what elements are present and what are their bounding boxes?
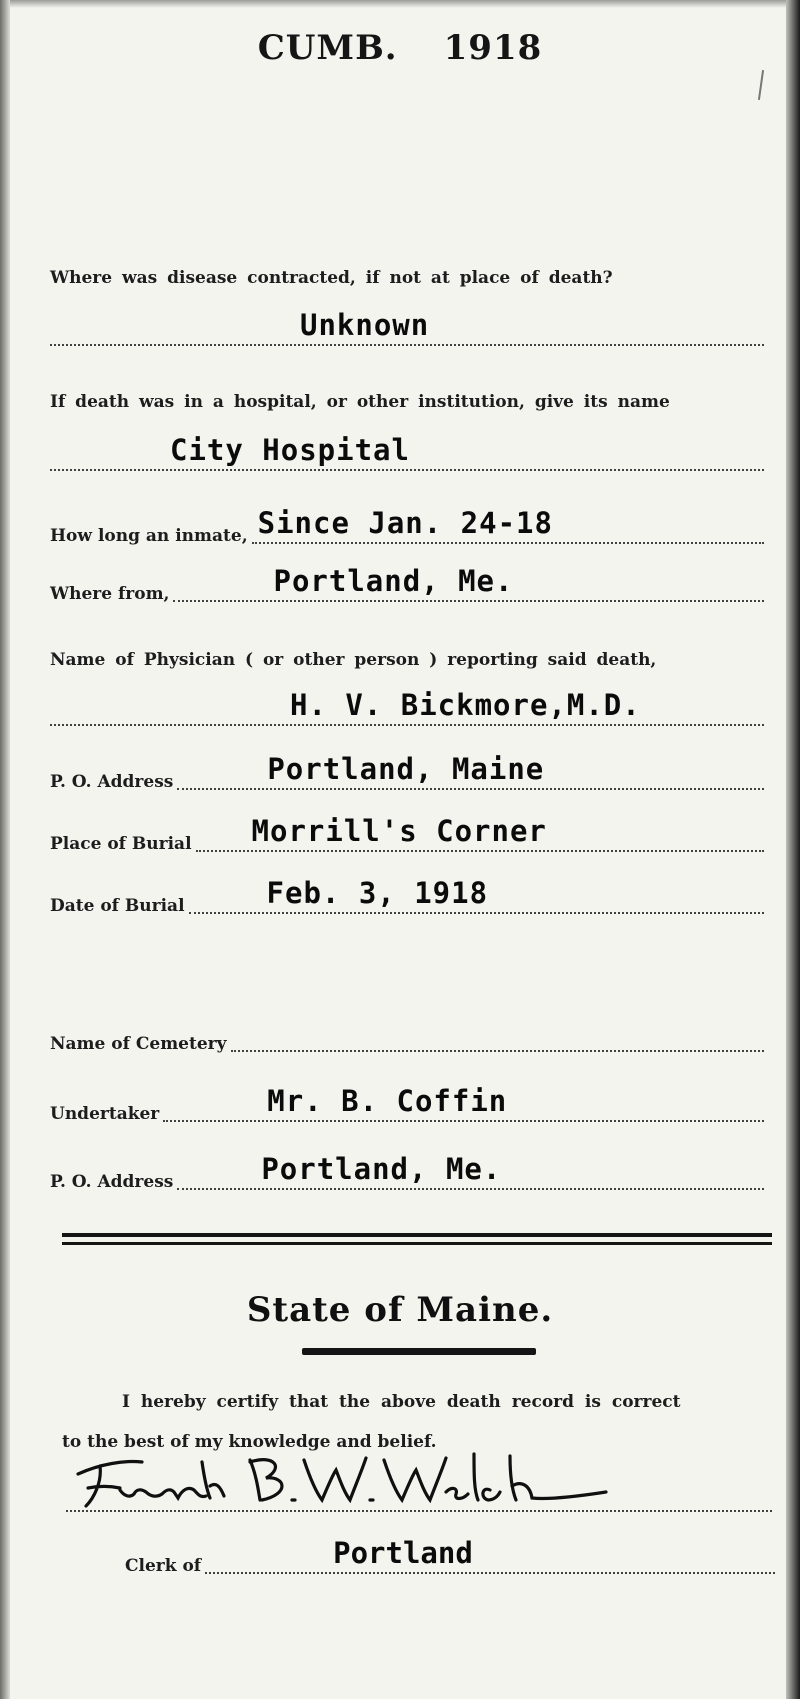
hospital-question: If death was in a hospital, or other institution, give its name: [50, 392, 670, 412]
date-of-burial-value: Feb. 3, 1918: [266, 876, 489, 910]
where-from-value: Portland, Me.: [273, 564, 514, 598]
card-header: [0, 28, 800, 68]
clerk-row: [125, 1536, 775, 1580]
clerk-label: Clerk of: [125, 1556, 202, 1576]
place-of-burial-row: [50, 814, 764, 858]
disease-value: Unknown: [300, 308, 430, 342]
physician-value: H. V. Bickmore,M.D.: [290, 688, 641, 722]
cemetery-fill: [231, 1010, 765, 1052]
where-from-label: Where from,: [50, 584, 170, 604]
po-address-fill-2: [177, 1148, 764, 1190]
place-of-burial-value: Morrill's Corner: [251, 814, 547, 848]
clerk-fill: [205, 1532, 775, 1574]
where-from-fill: [173, 560, 764, 602]
undertaker-fill: [163, 1080, 764, 1122]
paper-edge-right: [786, 0, 800, 1699]
physician-question: Name of Physician ( or other person ) reporting said death,: [50, 650, 657, 670]
undertaker-value: Mr. B. Coffin: [267, 1084, 508, 1118]
signature-line: [66, 1510, 772, 1512]
disease-fill-line: [50, 304, 764, 346]
hospital-fill-line: [50, 429, 764, 471]
paper-edge-left: [0, 0, 10, 1699]
clerk-signature: [70, 1440, 670, 1520]
po-address-label-2: P. O. Address: [50, 1172, 174, 1192]
where-from-row: [50, 564, 764, 608]
inmate-duration-label: How long an inmate,: [50, 526, 248, 546]
inmate-duration-value: Since Jan. 24-18: [257, 506, 553, 540]
inmate-duration-fill: [252, 502, 764, 544]
hospital-row: [50, 433, 764, 477]
cemetery-label: Name of Cemetery: [50, 1034, 227, 1054]
clerk-value: Portland: [333, 1536, 473, 1570]
pencil-mark: [758, 70, 764, 100]
county-label: CUMB.: [257, 28, 398, 68]
certification-line-1: I hereby certify that the above death record is correct: [122, 1392, 681, 1412]
disease-question: Where was disease contracted, if not at place of death?: [50, 268, 613, 288]
paper-edge-top: [0, 0, 800, 8]
place-of-burial-fill: [196, 810, 764, 852]
state-title: State of Maine.: [246, 1290, 554, 1330]
divider-rule-bottom: [62, 1242, 772, 1245]
date-of-burial-fill: [189, 872, 764, 914]
po-address-value-1: Portland, Maine: [267, 752, 545, 786]
po-address-row-2: [50, 1152, 764, 1196]
hospital-value: City Hospital: [170, 433, 410, 467]
po-address-value-2: Portland, Me.: [261, 1152, 502, 1186]
cemetery-row: [50, 1018, 764, 1058]
undertaker-row: [50, 1084, 764, 1128]
po-address-fill-1: [177, 748, 764, 790]
date-of-burial-row: [50, 876, 764, 920]
inmate-duration-row: [50, 506, 764, 550]
physician-row: [50, 688, 764, 732]
place-of-burial-label: Place of Burial: [50, 834, 192, 854]
disease-row: [50, 308, 764, 352]
physician-fill-line: [50, 684, 764, 726]
state-title-underline: [302, 1348, 536, 1355]
divider-rule-top: [62, 1233, 772, 1237]
po-address-row-1: [50, 752, 764, 796]
certification-line-2: to the best of my knowledge and belief.: [62, 1432, 437, 1452]
undertaker-label: Undertaker: [50, 1104, 160, 1124]
year-label: 1918: [443, 28, 543, 68]
date-of-burial-label: Date of Burial: [50, 896, 185, 916]
po-address-label-1: P. O. Address: [50, 772, 174, 792]
